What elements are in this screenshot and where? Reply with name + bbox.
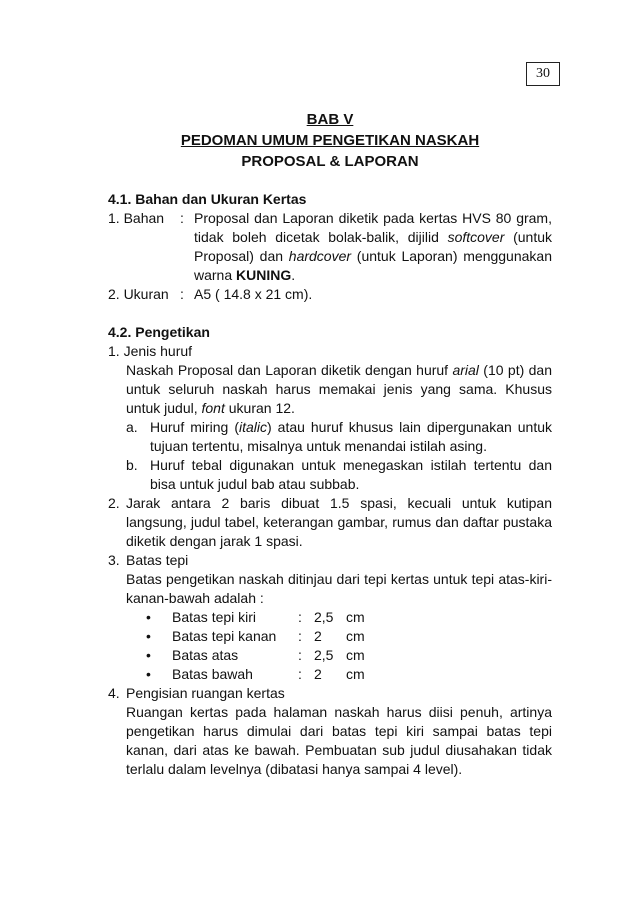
item-colon: :: [180, 210, 184, 226]
item-title: Batas tepi: [126, 552, 189, 568]
section-heading-4-1: 4.1. Bahan dan Ukuran Kertas: [108, 191, 307, 207]
page-number: 30: [526, 62, 560, 86]
bullet-icon: •: [146, 666, 151, 682]
item-text: Batas pengetikan naskah ditinjau dari tepi kertas untuk tepi atas-kiri-kanan-bawah adalah :: [126, 571, 552, 606]
bullet-colon: :: [298, 647, 302, 663]
item-body: [126, 551, 552, 608]
bullet-label: Batas bawah: [172, 666, 253, 682]
paragraph-jenis-huruf: Naskah Proposal dan Laporan diketik dengan huruf arial (10 pt) dan untuk seluruh naskah harus memakai jenis yang sama. Khusus untuk judul, font ukuran 12.: [126, 362, 552, 416]
bullet-colon: :: [298, 666, 302, 682]
sub-item-a: [126, 418, 552, 456]
list-item-ukuran: [108, 285, 552, 304]
bullet-margin-left: [146, 608, 552, 627]
sub-item-text: Huruf tebal digunakan untuk menegaskan istilah tertentu dan bisa untuk judul bab atau subbab.: [150, 457, 552, 492]
bullet-colon: :: [298, 609, 302, 625]
bullet-label: Batas tepi kanan: [172, 628, 277, 644]
bullet-icon: •: [146, 628, 151, 644]
bullet-value: 2,5: [314, 647, 334, 663]
bullet-margin-bottom: [146, 665, 552, 684]
item-number: 3.: [108, 552, 120, 568]
bullet-value: 2,5: [314, 609, 334, 625]
bullet-icon: •: [146, 647, 151, 663]
item-text: A5 ( 14.8 x 21 cm).: [194, 286, 313, 302]
bullet-margin-top: [146, 646, 552, 665]
item-label: 1. Bahan: [108, 210, 165, 226]
list-item-jenis-huruf-label: 1. Jenis huruf: [108, 343, 193, 359]
bullet-value: 2: [314, 666, 322, 682]
list-item-batas-tepi: [108, 551, 552, 608]
sub-item-label: a.: [126, 419, 138, 435]
bullet-unit: cm: [346, 609, 365, 625]
list-item-jarak: [108, 494, 552, 551]
bullet-unit: cm: [346, 666, 365, 682]
item-number: 2.: [108, 495, 120, 511]
chapter-subtitle-2: PROPOSAL & LAPORAN: [241, 153, 419, 170]
item-text: Jarak antara 2 baris dibuat 1.5 spasi, kecuali untuk kutipan langsung, judul tabel, keterangan gambar, rumus dan daftar pustaka diketik dengan jarak 1 spasi.: [126, 495, 552, 549]
sub-item-text: Huruf miring (italic) atau huruf khusus lain dipergunakan untuk tujuan tertentu, misalnya untuk menandai istilah asing.: [150, 419, 553, 454]
bullet-label: Batas atas: [172, 647, 239, 663]
bullet-icon: •: [146, 609, 151, 625]
chapter-subtitle: PEDOMAN UMUM PENGETIKAN NASKAH: [180, 132, 480, 149]
bullet-margin-right: [146, 627, 552, 646]
bullet-label: Batas tepi kiri: [172, 609, 257, 625]
sub-item-b: [126, 456, 552, 494]
bullet-unit: cm: [346, 628, 365, 644]
document-body: [108, 110, 552, 779]
bullet-colon: :: [298, 628, 302, 644]
list-item-pengisian: [108, 684, 552, 779]
item-label: 2. Ukuran: [108, 286, 169, 302]
item-title: Pengisian ruangan kertas: [126, 685, 285, 701]
item-number: 4.: [108, 685, 120, 701]
section-heading-4-2: 4.2. Pengetikan: [108, 324, 210, 340]
item-colon: :: [180, 286, 184, 302]
item-body: [126, 684, 552, 779]
sub-item-label: b.: [126, 457, 138, 473]
bullet-unit: cm: [346, 647, 365, 663]
list-item-bahan: [108, 209, 552, 285]
bullet-value: 2: [314, 628, 322, 644]
item-text: Proposal dan Laporan diketik pada kertas HVS 80 gram, tidak boleh dicetak bolak-balik, dijilid softcover (untuk Proposal) dan hardcover (untuk Laporan) menggunakan warna KUNING.: [194, 210, 552, 283]
item-text: Ruangan kertas pada halaman naskah harus diisi penuh, artinya pengetikan harus dimulai dari batas tepi kiri sampai batas tepi kanan, dari atas ke bawah. Pembuatan sub judul diusahakan tidak terlalu dalam levelnya (dibatasi hanya sampai 4 level).: [126, 704, 552, 777]
chapter-title: BAB V: [306, 111, 354, 128]
